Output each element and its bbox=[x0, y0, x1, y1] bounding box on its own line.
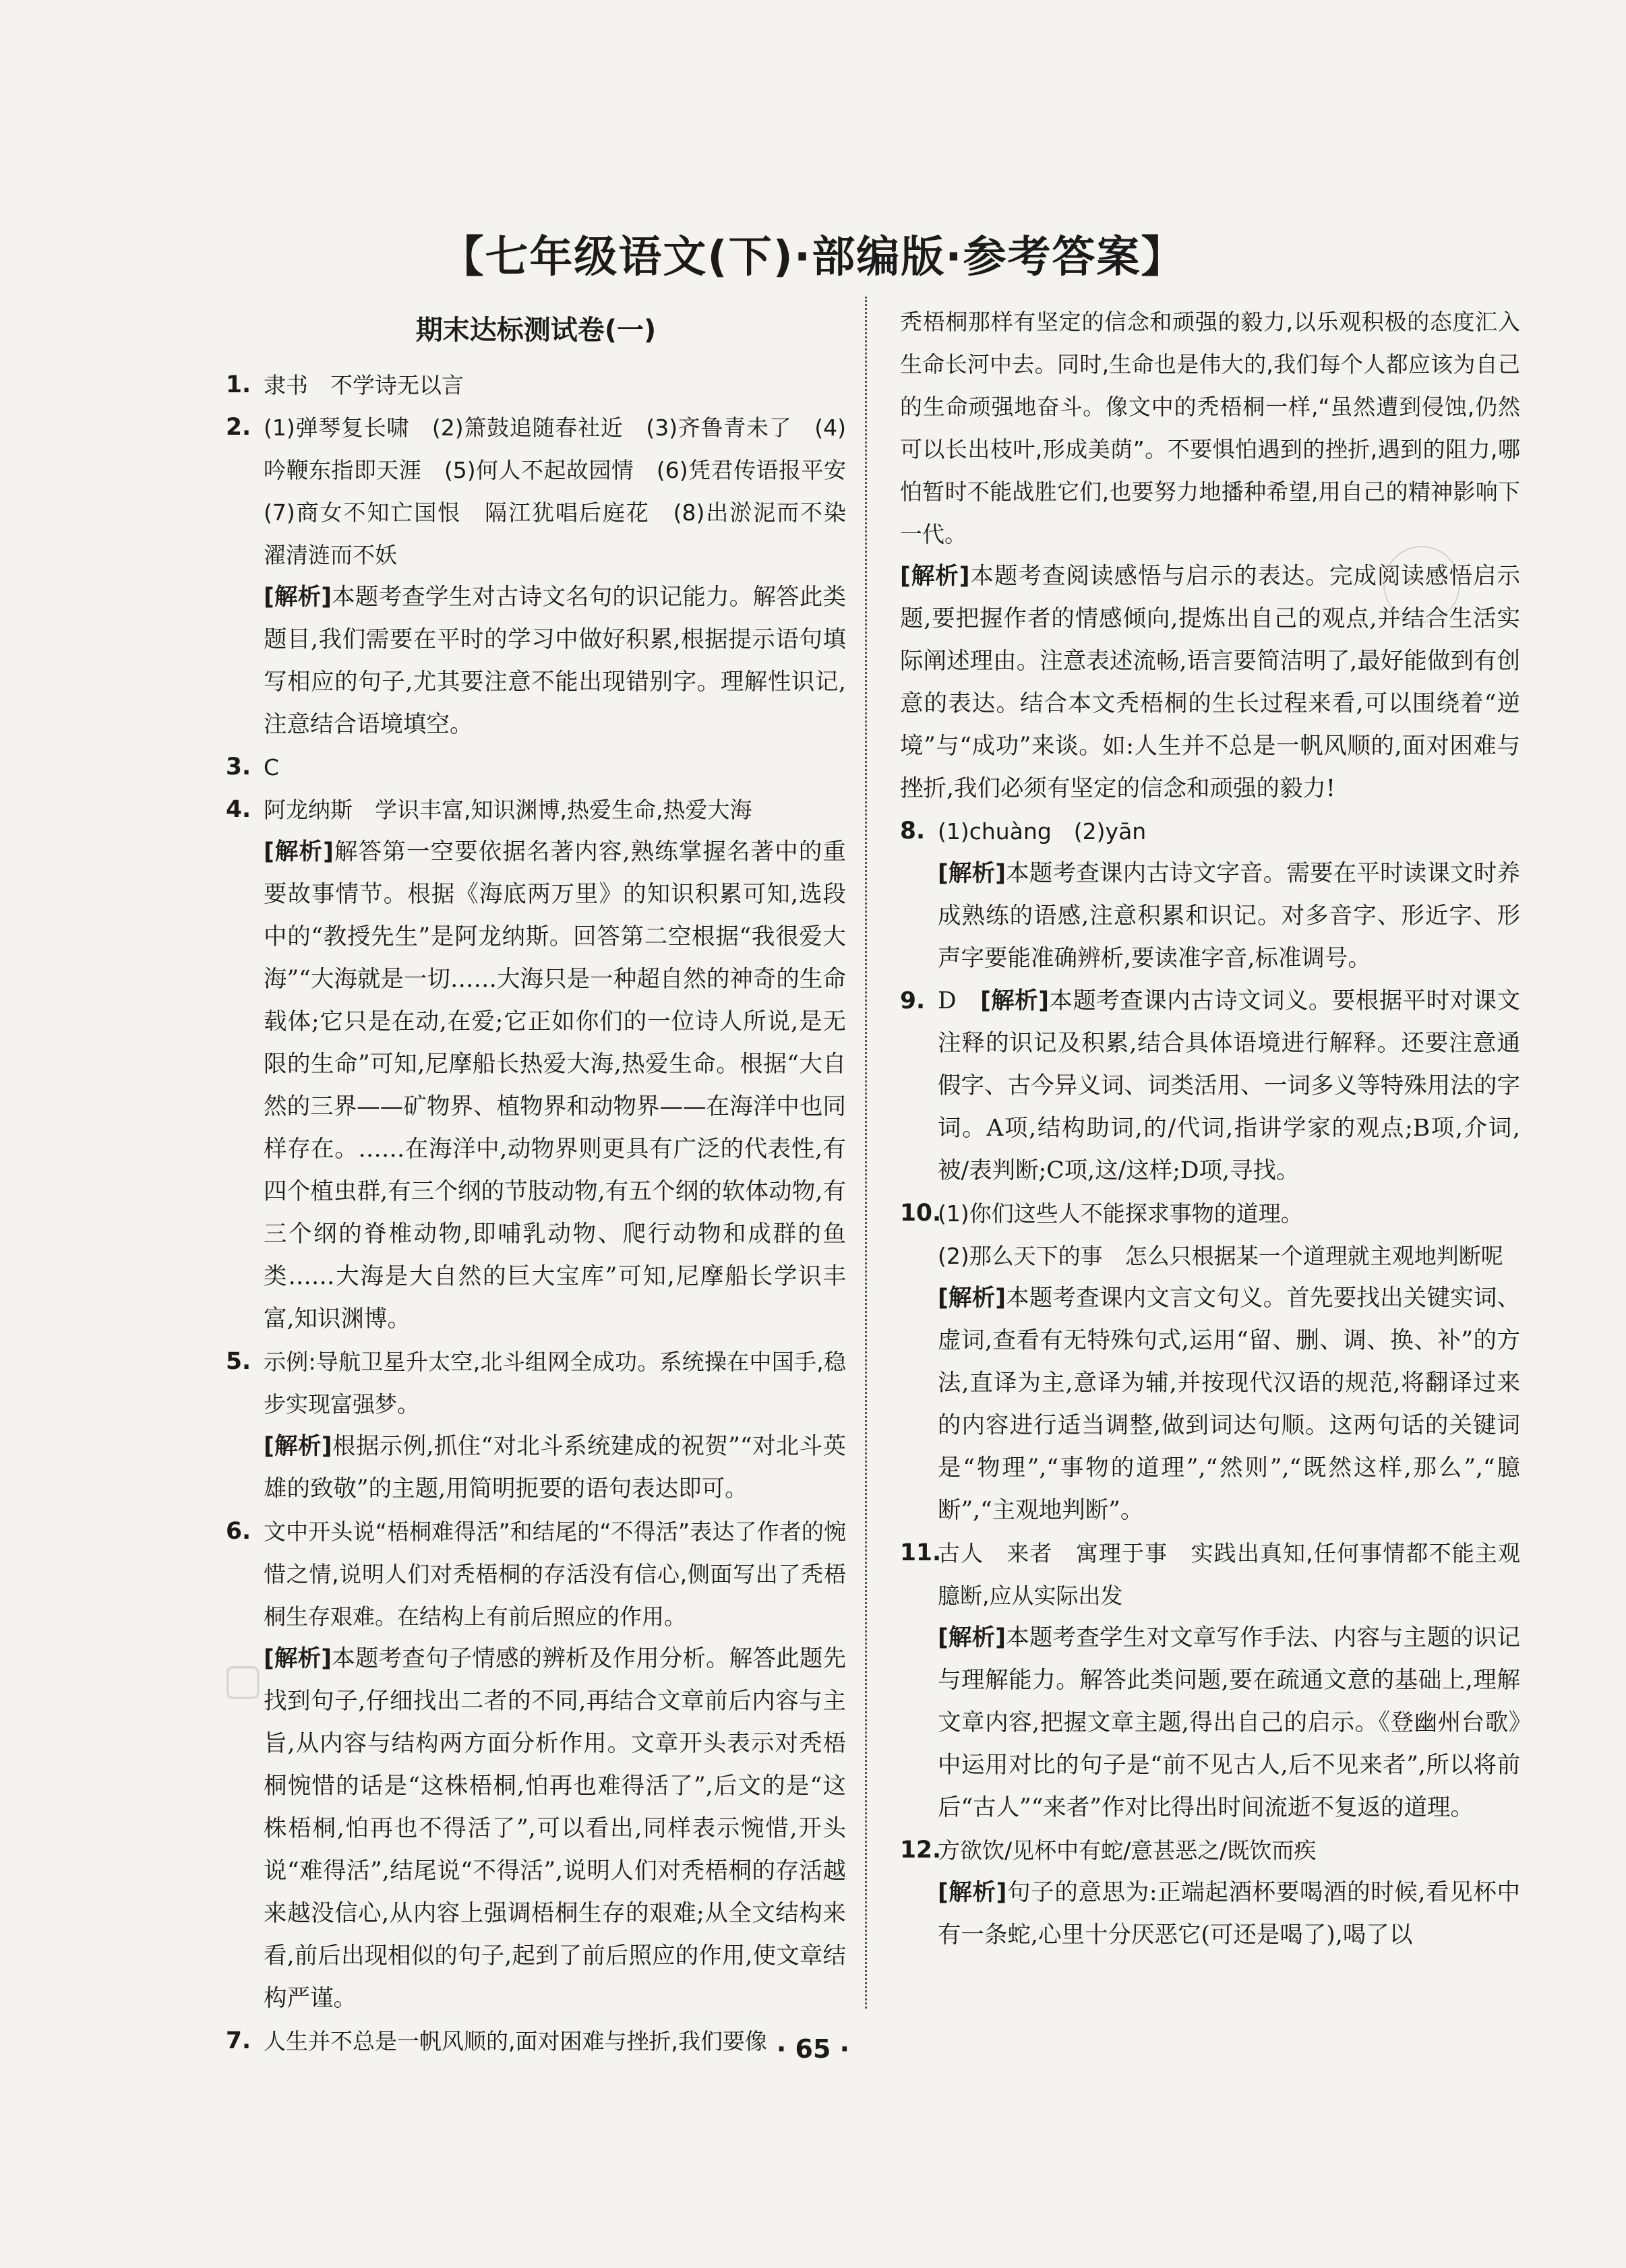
answer-text: 人生并不总是一帆风顺的,面对困难与挫折,我们要像 bbox=[264, 2028, 767, 2054]
answer-text: 隶书 不学诗无以言 bbox=[264, 372, 464, 398]
section-title: 期末达标测试卷(一) bbox=[415, 315, 657, 346]
column-divider bbox=[865, 297, 867, 2009]
answer-text: (2)那么天下的事 怎么只根据某一个道理就主观地判断呢 bbox=[938, 1243, 1503, 1269]
item-number: 7. bbox=[226, 2027, 251, 2054]
answer-text: 秃梧桐那样有坚定的信念和顽强的毅力,以乐观积极的态度汇入生命长河中去。同时,生命也是伟大的,我们每个人都应该为自己的生命顽强地奋斗。像文中的秃梧桐一样,“虽然遭到侵蚀,仍然可以长出枝叶,形成美荫”。不要惧怕遇到的挫折,遇到的阻力,哪怕暂时不能战胜它们,也要努力地播种希望,用自己的精神影响下一代。 bbox=[900, 309, 1520, 547]
analysis-tag: [解析] bbox=[264, 1645, 332, 1672]
answer-item bbox=[226, 1341, 846, 1510]
answer-text: D bbox=[938, 987, 957, 1014]
analysis-text: [解析]句子的意思为:正端起酒杯要喝酒的时候,看见杯中有一条蛇,心里十分厌恶它(可还是喝了),喝了以 bbox=[938, 1879, 1520, 1949]
item-number: 8. bbox=[900, 818, 926, 845]
analysis-text: [解析]本题考查阅读感悟与启示的表达。完成阅读感悟启示题,要把握作者的情感倾向,提炼出自己的观点,并结合生活实际阐述理由。注意表述流畅,语言要简洁明了,最好能做到有创意的表达。结合本文秃梧桐的生长过程来看,可以围绕着“逆境”与“成功”来谈。如:人生并不总是一帆风顺的,面对困难与挫折,我们必须有坚定的信念和顽强的毅力! bbox=[900, 563, 1520, 802]
answer-item bbox=[226, 364, 846, 406]
item-number: 12. bbox=[900, 1837, 942, 1864]
analysis-tag: [解析] bbox=[264, 838, 334, 865]
answer-text: (1)chuàng (2)yān bbox=[938, 818, 1147, 845]
answer-text: C bbox=[264, 754, 280, 780]
item-number: 3. bbox=[226, 754, 251, 780]
answer-item bbox=[226, 1510, 846, 2020]
analysis-text: [解析]本题考查课内文言文句义。首先要找出关键实词、虚词,查看有无特殊句式,运用“留、删、调、换、补”的方法,直译为主,意译为辅,并按现代汉语的规范,将翻译过来的内容进行适当调整,做到词达句顺。这两句话的关键词是“物理”,“事物的道理”,“然则”,“既然这样,那么”,“臆断”,“主观地判断”。 bbox=[938, 1285, 1520, 1524]
answer-item bbox=[226, 746, 846, 789]
answer-item bbox=[900, 980, 1520, 1192]
analysis-tag: [解析] bbox=[938, 1624, 1006, 1651]
analysis-tag: [解析] bbox=[938, 1285, 1006, 1312]
item-number: 9. bbox=[900, 987, 926, 1014]
answer-text: 方欲饮/见杯中有蛇/意甚恶之/既饮而疾 bbox=[938, 1837, 1317, 1864]
analysis-tag: [解析] bbox=[264, 584, 332, 611]
item-number: 2. bbox=[226, 414, 251, 441]
answer-item bbox=[226, 789, 846, 1341]
item-number: 6. bbox=[226, 1518, 251, 1545]
analysis-tag: [解析] bbox=[900, 563, 970, 590]
watermark-icon: ▢ bbox=[222, 1655, 264, 1705]
analysis-text: [解析]解答第一空要依据名著内容,熟练掌握名著中的重要故事情节。根据《海底两万里》的知识积累可知,选段中的“教授先生”是阿龙纳斯。回答第二空根据“我很爱大海”“大海就是一切……大海只是一种超自然的神奇的生命载体;它只是在动,在爱;它正如你们的一位诗人所说,是无限的生命”可知,尼摩船长热爱大海,热爱生命。根据“大自然的三界——矿物界、植物界和动物界——在海洋中也同样存在。……在海洋中,动物界则更具有广泛的代表性,有四个植虫群,有三个纲的节肢动物,有五个纲的软体动物,有三个纲的脊椎动物,即哺乳动物、爬行动物和成群的鱼类……大海是大自然的巨大宝库”可知,尼摩船长学识丰富,知识渊博。 bbox=[264, 838, 846, 1332]
analysis-tag: [解析] bbox=[980, 987, 1049, 1014]
answer-item bbox=[900, 1829, 1520, 1957]
answer-item bbox=[900, 1532, 1520, 1829]
analysis-tag: [解析] bbox=[938, 1879, 1007, 1906]
analysis-text: [解析]本题考查句子情感的辨析及作用分析。解答此题先找到句子,仔细找出二者的不同,再结合文章前后内容与主旨,从内容与结构两方面分析作用。文章开头表示对秃梧桐惋惜的话是“这株梧桐,怕再也难得活了”,后文的是“这株梧桐,怕再也不得活了”,可以看出,同样表示惋惜,开头说“难得活”,结尾说“不得活”,说明人们对秃梧桐的存活越来越没信心,从内容上强调梧桐生存的艰难;从全文结构来看,前后出现相似的句子,起到了前后照应的作用,使文章结构严谨。 bbox=[264, 1645, 846, 2012]
left-column bbox=[226, 297, 868, 2062]
analysis-text: [解析]本题考查学生对古诗文名句的识记能力。解答此类题目,我们需要在平时的学习中做好积累,根据提示语句填写相应的句子,尤其要注意不能出现错别字。理解性识记,注意结合语境填空。 bbox=[264, 584, 846, 738]
analysis-text: [解析]本题考查课内古诗文字音。需要在平时读课文时养成熟练的语感,注意积累和识记。对多音字、形近字、形声字要能准确辨析,要读准字音,标准调号。 bbox=[938, 860, 1520, 972]
answer-text: 阿龙纳斯 学识丰富,知识渊博,热爱生命,热爱大海 bbox=[264, 797, 752, 823]
item-number: 11. bbox=[900, 1539, 942, 1566]
answer-text: (1)弹琴复长啸 (2)箫鼓追随春社近 (3)齐鲁青未了 (4)吟鞭东指即天涯 (5)何人不起故园情 (6)凭君传语报平安 (7)商女不知亡国恨 隔江犹唱后庭花 (8)出淤泥而不染 濯清涟而不妖 bbox=[264, 415, 868, 568]
item-number: 5. bbox=[226, 1348, 251, 1375]
stamp-seal bbox=[1383, 546, 1460, 623]
answer-item bbox=[900, 810, 1520, 980]
answer-text: (1)你们这些人不能探求事物的道理。 bbox=[938, 1200, 1303, 1227]
item-number: 4. bbox=[226, 796, 251, 823]
analysis-text: [解析]根据示例,抓住“对北斗系统建成的祝贺”“对北斗英雄的致敬”的主题,用简明扼要的语句表达即可。 bbox=[264, 1433, 846, 1502]
answer-item bbox=[226, 406, 868, 746]
analysis-text: [解析]本题考查学生对文章写作手法、内容与主题的识记与理解能力。解答此类问题,要在疏通文意的基础上,理解文章内容,把握文章主题,得出自己的启示。《登幽州台歌》中运用对比的句子是“前不见古人,后不见来者”,所以将前后“古人”“来者”作对比得出时间流逝不复返的道理。 bbox=[938, 1624, 1520, 1821]
answer-text: 古人 来者 寓理于事 实践出真知,任何事情都不能主观臆断,应从实际出发 bbox=[938, 1540, 1520, 1609]
page-title: 【七年级语文(下)·部编版·参考答案】 bbox=[440, 233, 1186, 282]
item-number: 10. bbox=[900, 1200, 942, 1227]
analysis-text: D [解析]本题考查课内古诗文词义。要根据平时对课文注释的识记及积累,结合具体语境进行解释。还要注意通假字、古今异义词、词类活用、一词多义等特殊用法的字词。A项,结构助词,的/代词,指讲学家的观点;B项,介词,被/表判断;C项,这/这样;D项,寻找。 bbox=[938, 987, 1520, 1184]
answer-text: 文中开头说“梧桐难得活”和结尾的“不得活”表达了作者的惋惜之情,说明人们对秃梧桐的存活没有信心,侧面写出了秃梧桐生存艰难。在结构上有前后照应的作用。 bbox=[264, 1519, 846, 1630]
answer-item bbox=[900, 1192, 1520, 1532]
analysis-tag: [解析] bbox=[938, 860, 1006, 887]
answer-text: 示例:导航卫星升太空,北斗组网全成功。系统操在中国手,稳步实现富强梦。 bbox=[264, 1349, 846, 1417]
page-number: · 65 · bbox=[776, 2034, 850, 2064]
item-number: 1. bbox=[226, 371, 251, 398]
analysis-tag: [解析] bbox=[264, 1433, 332, 1460]
